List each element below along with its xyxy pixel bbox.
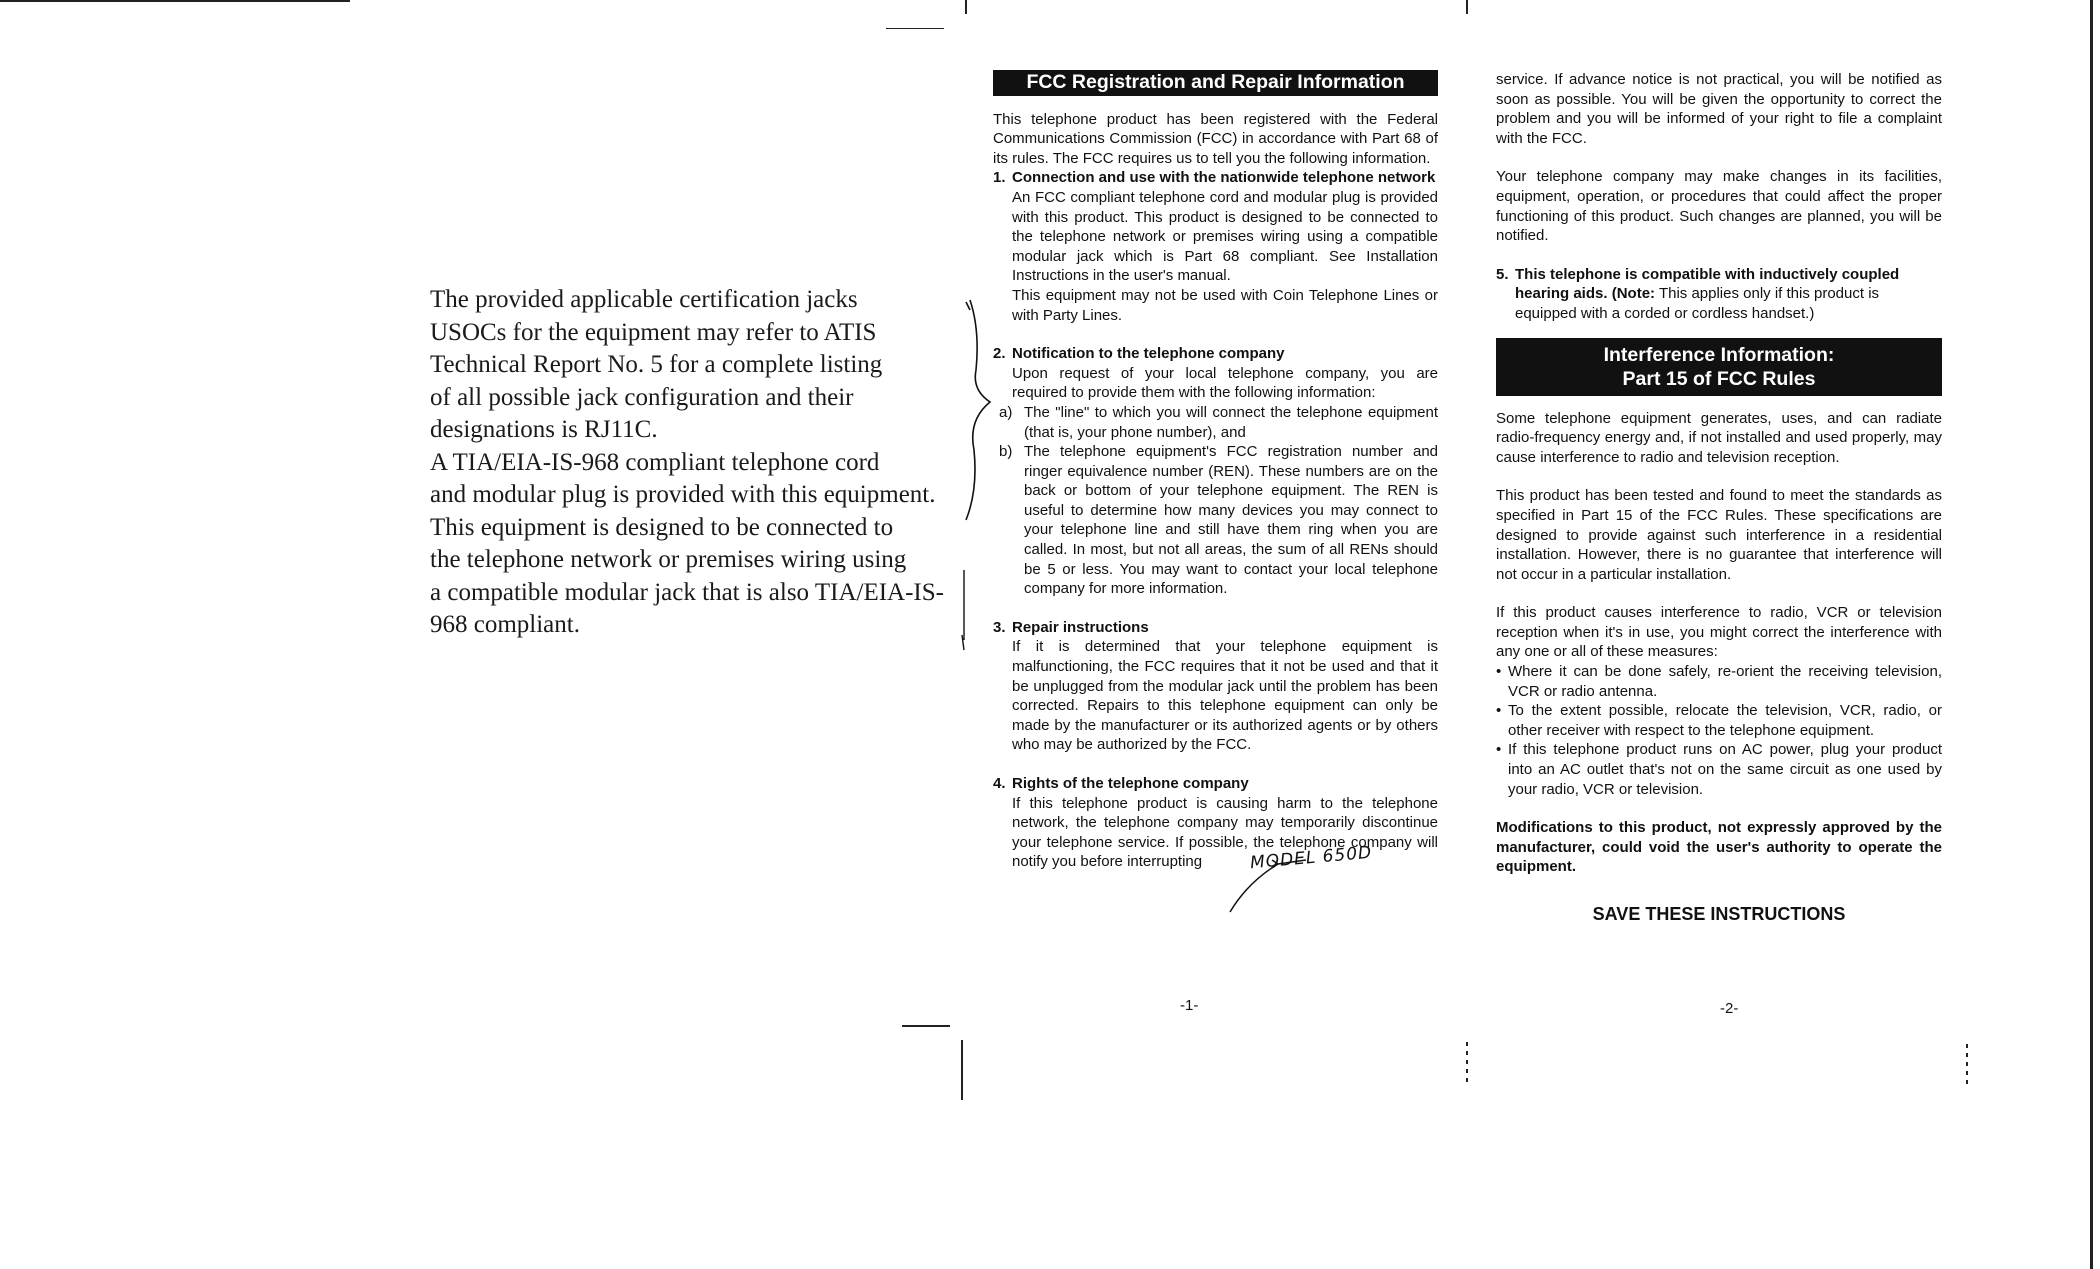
crop-mark-bottom-mid [902, 1025, 950, 1027]
note-line: a compatible modular jack that is also TIA/EIA-IS- [430, 578, 944, 606]
continued-text: service. If advance notice is not practical, you will be notified as soon as possible. You will be given the opportunity to correct the problem and you will be informed of your right to file a complaint with the FCC. [1496, 71, 1942, 147]
page-number-2: -2- [1720, 1000, 1739, 1017]
bullet: • [1496, 663, 1502, 681]
fcc-registration-header: FCC Registration and Repair Information [993, 70, 1438, 96]
section-hearing-aids [1496, 265, 1942, 324]
section-title: Notification to the telephone company [1012, 345, 1285, 363]
note-text: This applies only if this product is equipped with a corded or cordless handset.) [1515, 285, 1880, 322]
note-label: (Note: [1611, 285, 1656, 303]
save-instructions: SAVE THESE INSTRUCTIONS [1592, 904, 1846, 924]
interference-text: Some telephone equipment generates, uses, and can radiate radio-frequency energy and, if not installed and used properly, may cause interference to radio and television reception. [1496, 409, 1942, 466]
interference-header-line: Interference Information: [1603, 343, 1835, 366]
section-number: 5. [1496, 265, 1509, 283]
crop-mark-top-mid [886, 28, 944, 29]
item-text: The "line" to which you will connect the telephone equipment (that is, your phone number), and [1024, 403, 1438, 441]
page-edge-right [2090, 0, 2093, 1269]
interference-header-line: Part 15 of FCC Rules [1622, 367, 1816, 390]
bullet: • [1496, 741, 1502, 759]
section-notification [993, 344, 1438, 403]
fold-mark-right-top [1466, 0, 1468, 14]
note-line: the telephone network or premises wiring using [430, 546, 907, 573]
note-line: of all possible jack configuration and their [430, 383, 854, 411]
certification-note [430, 284, 950, 642]
note-line: Technical Report No. 5 for a complete listing [430, 351, 883, 378]
section-text: If this telephone product is causing harm to the telephone network, the telephone company may temporarily discontinue your telephone service. If possible, the telephone company will notify you before interrupting [1012, 794, 1438, 871]
note-line: and modular plug is provided with this equipment. [430, 481, 936, 508]
interference-text: This product has been tested and found to meet the standards as specified in Part 15 of the FCC Rules. These specifications are designed to provide against such interference in a residential installation. However, there is no guarantee that interference will not occur in a particular installation. [1496, 487, 1942, 583]
section-number: 2. [993, 345, 1006, 363]
fold-mark-right-bottom [1466, 1042, 1468, 1086]
section-title: Connection and use with the nationwide telephone network [1012, 169, 1436, 187]
notification-item-a [993, 403, 1438, 442]
section-text: Upon request of your local telephone company, you are required to provide them with the following information: [1012, 364, 1438, 402]
item-label: b) [999, 443, 1013, 461]
measure-text: Where it can be done safely, re-orient the receiving television, VCR or radio antenna. [1508, 663, 1942, 700]
measure-text: If this telephone product runs on AC power, plug your product into an AC outlet that's not on the same circuit as one used by your radio, VCR or television. [1508, 741, 1942, 798]
section-text: This equipment may not be used with Coin Telephone Lines or with Party Lines. [1012, 286, 1438, 324]
notification-item-b [993, 442, 1438, 599]
interference-text: If this product causes interference to radio, VCR or television reception when it's in use, you might correct the interference with any one or all of these measures: [1496, 604, 1942, 661]
item-label: a) [999, 403, 1013, 421]
handwritten-model-note: MODEL 650D [1249, 842, 1373, 874]
fold-mark-bottom [961, 1040, 963, 1100]
measure-item [1496, 662, 1942, 701]
section-number: 1. [993, 169, 1006, 187]
page-number-1: -1- [1180, 997, 1199, 1014]
note-line: The provided applicable certification jacks [430, 286, 858, 313]
note-line: designations is RJ11C. [430, 416, 658, 443]
interference-header [1496, 338, 1942, 396]
bullet: • [1496, 702, 1502, 720]
section-text: An FCC compliant telephone cord and modular plug is provided with this product. This product is designed to be connected to the telephone network or premises wiring using a compatible modular jack which is Part 68 compliant. See Installation Instructions in the user's manual. [1012, 188, 1438, 285]
section-repair [993, 618, 1438, 755]
measure-item [1496, 740, 1942, 799]
item-text: The telephone equipment's FCC registration number and ringer equivalence number (REN). These numbers are on the back or bottom of your telephone equipment. The REN is useful to determine how many devices you may connect to your telephone line and still have them ring when you are called. In most, but not all areas, the sum of all RENs should be 5 or less. You may want to contact your local telephone company for more information. [1024, 443, 1438, 598]
modification-warning: Modifications to this product, not expressly approved by the manufacturer, could void the user's authority to operate the equipment. [1496, 819, 1942, 876]
note-line: USOCs for the equipment may refer to ATIS [430, 318, 877, 346]
crop-mark-top-left [0, 0, 350, 2]
note-line: A TIA/EIA-IS-968 compliant telephone cord [430, 448, 880, 476]
handwritten-arrow [1228, 852, 1308, 922]
note-line: This equipment is designed to be connected to [430, 513, 894, 541]
fcc-intro: This telephone product has been registered with the Federal Communications Commission (FCC) in accordance with Part 68 of its rules. The FCC requires us to tell you the following information. [993, 110, 1438, 167]
fold-mark-top [965, 0, 967, 14]
page-2-column [1496, 70, 1942, 925]
measure-text: To the extent possible, relocate the television, VCR, radio, or other receiver with respect to the telephone equipment. [1508, 702, 1942, 739]
continued-text: Your telephone company may make changes in its facilities, equipment, operation, or procedures that could affect the proper functioning of this product. Such changes are planned, you will be notified. [1496, 168, 1942, 245]
section-number: 3. [993, 618, 1006, 636]
section-title: Rights of the telephone company [1012, 775, 1249, 792]
section-title: This telephone is compatible with inductively coupled hearing aids. [1515, 265, 1900, 303]
section-text: If it is determined that your telephone equipment is malfunctioning, the FCC requires that it not be used and that it be unplugged from the modular jack until the problem has been corrected. Repairs to this telephone equipment can only be made by the manufacturer or its authorized agents or by others who may be authorized by the FCC. [1012, 638, 1438, 754]
section-title: Repair instructions [1012, 618, 1149, 636]
measure-item [1496, 701, 1942, 740]
page-1-column [993, 70, 1438, 872]
section-connection [993, 168, 1438, 325]
fold-mark-far-right [1966, 1044, 1968, 1084]
note-line: 968 compliant. [430, 611, 580, 638]
section-number: 4. [993, 775, 1006, 792]
